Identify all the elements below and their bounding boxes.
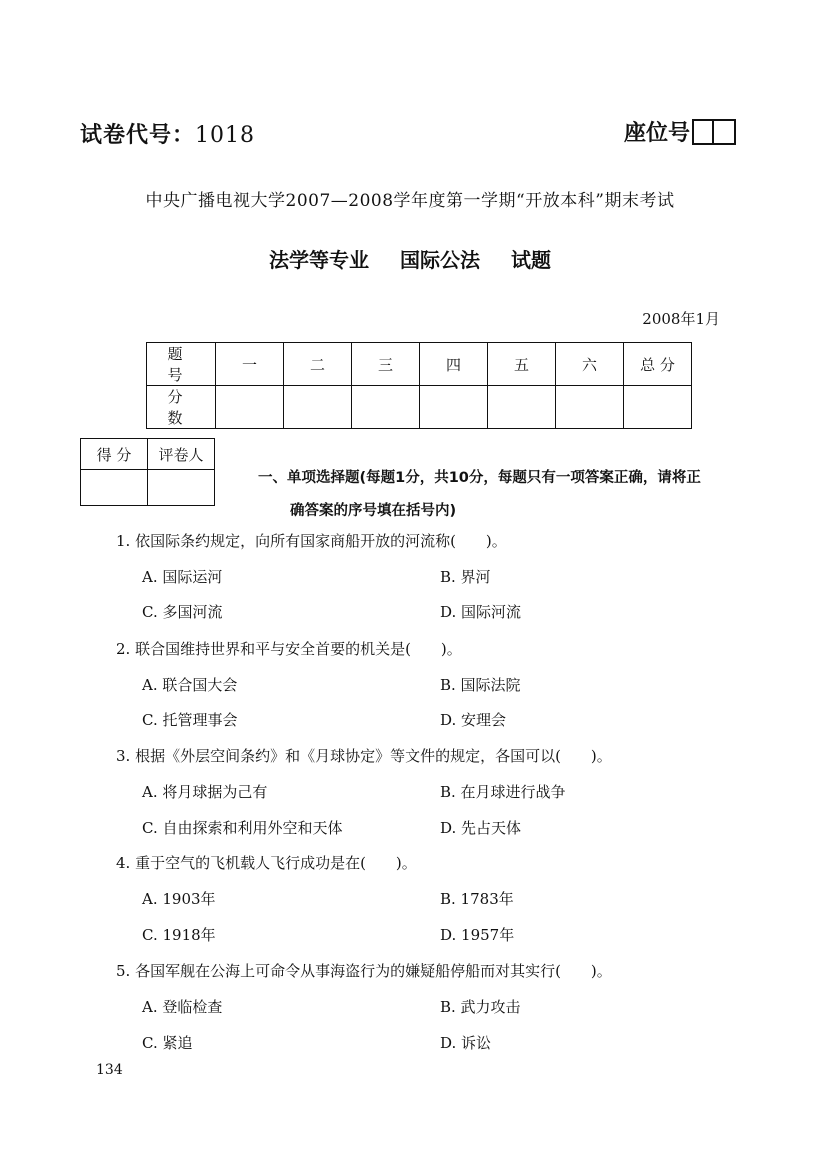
score-table-column: 二 [284, 343, 352, 386]
paper-code [80, 118, 255, 149]
seat-number [624, 116, 736, 147]
institution-line: 中央广播电视大学2007—2008学年度第一学期“开放本科”期末考试 [145, 191, 675, 211]
option-c: C. 紧追 [142, 1034, 193, 1052]
option-c: C. 自由探索和利用外空和天体 [142, 819, 343, 837]
section-heading [258, 462, 758, 528]
score-table-header-row [147, 343, 692, 386]
score-table-column: 一 [216, 343, 284, 386]
grader-score-cell [81, 470, 148, 506]
score-cell [420, 386, 488, 429]
option-b: B. 界河 [440, 568, 491, 586]
score-table-column: 五 [488, 343, 556, 386]
seat-number-cell [714, 119, 736, 145]
option-c: C. 1918年 [142, 926, 216, 944]
option-b: B. 武力攻击 [440, 998, 521, 1016]
question-stem: 4. 重于空气的飞机载人飞行成功是在( )。 [116, 854, 417, 872]
option-d: D. 安理会 [440, 711, 507, 729]
question-stem: 1. 依国际条约规定，向所有国家商船开放的河流称( )。 [116, 532, 507, 550]
option-a: A. 将月球据为己有 [142, 783, 268, 801]
option-b: B. 在月球进行战争 [440, 783, 566, 801]
score-table-column: 三 [352, 343, 420, 386]
option-a: A. 登临检查 [142, 998, 223, 1016]
score-table-column: 总 分 [624, 343, 692, 386]
exam-date: 2008年1月 [642, 310, 720, 328]
score-table-column: 四 [420, 343, 488, 386]
option-d: D. 1957年 [440, 926, 515, 944]
score-cell [556, 386, 624, 429]
score-cell [624, 386, 692, 429]
option-d: D. 先占天体 [440, 819, 522, 837]
option-c: C. 多国河流 [142, 603, 223, 621]
question-stem: 5. 各国军舰在公海上可命令从事海盗行为的嫌疑船停船而对其实行( )。 [116, 962, 612, 980]
exam-paper-type: 试题 [510, 248, 551, 272]
section-heading-line: 一、单项选择题(每题1分，共10分，每题只有一项答案正确，请将正 [258, 470, 701, 486]
grader-score-label: 得 分 [81, 439, 148, 470]
exam-major: 法学等专业 [269, 248, 370, 272]
score-table [146, 342, 692, 429]
option-a: A. 国际运河 [142, 568, 223, 586]
score-table-column: 六 [556, 343, 624, 386]
score-table-row-label: 分 数 [147, 386, 216, 429]
grader-name-cell [148, 470, 215, 506]
option-b: B. 1783年 [440, 890, 514, 908]
grader-table [80, 438, 215, 506]
score-cell [352, 386, 420, 429]
grader-table-header-row [81, 439, 215, 470]
question-stem: 3. 根据《外层空间条约》和《月球协定》等文件的规定，各国可以( )。 [116, 747, 612, 765]
seat-number-label: 座位号 [624, 121, 691, 146]
exam-course: 国际公法 [400, 248, 480, 272]
seat-number-box [692, 119, 736, 145]
option-d: D. 诉讼 [440, 1034, 492, 1052]
score-cell [488, 386, 556, 429]
score-cell [284, 386, 352, 429]
score-table-score-row [147, 386, 692, 429]
option-a: A. 1903年 [142, 890, 216, 908]
grader-name-label: 评卷人 [148, 439, 215, 470]
grader-table-blank-row [81, 470, 215, 506]
page-number: 134 [96, 1062, 123, 1078]
score-cell [216, 386, 284, 429]
seat-number-cell [692, 119, 714, 145]
question-stem: 2. 联合国维持世界和平与安全首要的机关是( )。 [116, 640, 462, 658]
option-b: B. 国际法院 [440, 676, 521, 694]
paper-code-number: 1018 [195, 123, 256, 148]
paper-code-label: 试卷代号： [80, 123, 196, 148]
option-a: A. 联合国大会 [142, 676, 238, 694]
option-c: C. 托管理事会 [142, 711, 238, 729]
option-d: D. 国际河流 [440, 603, 522, 621]
exam-title [0, 244, 820, 273]
section-heading-line: 确答案的序号填在括号内) [290, 503, 457, 519]
score-table-row-label: 题 号 [147, 343, 216, 386]
